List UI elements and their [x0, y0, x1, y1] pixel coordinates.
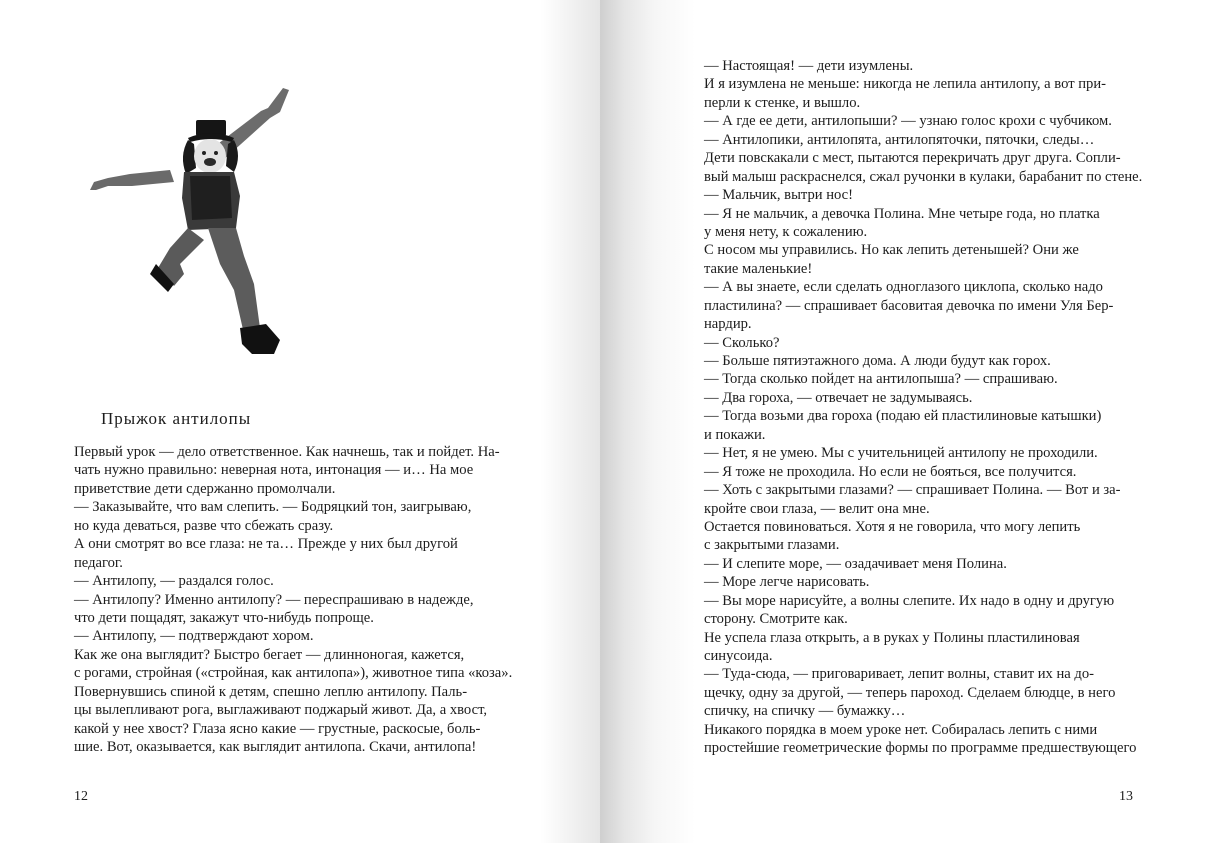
text-line: спичку, на спичку — бумажку… [704, 703, 906, 720]
text-line: приветствие дети сдержанно промолчали. [74, 480, 336, 497]
text-line: — Хоть с закрытыми глазами? — спрашивает Полина. — Вот и за- [704, 482, 1121, 499]
text-line: — Тогда сколько пойдет на антилопыша? — спрашиваю. [704, 371, 1058, 388]
text-line: — И слепите море, — озадачивает меня Полина. [704, 555, 1007, 572]
text-line: — А вы знаете, если сделать одноглазого циклопа, сколько надо [704, 279, 1103, 296]
text-line: простейшие геометрические формы по программе предшествующего [704, 740, 1137, 757]
text-line: перли к стенке, и вышло. [704, 94, 861, 111]
text-line: шие. Вот, оказывается, как выглядит антилопа. Скачи, антилопа! [74, 739, 477, 755]
text-line: — Два гороха, — отвечает не задумываясь. [704, 389, 973, 406]
text-line: — Море легче нарисовать. [704, 574, 870, 591]
right-page-text [704, 57, 1143, 758]
text-line: и покажи. [704, 426, 766, 443]
text-line: Не успела глаза открыть, а в руках у Полины пластилиновая [704, 629, 1080, 646]
text-line: Повернувшись спиной к детям, спешно леплю антилопу. Паль- [74, 683, 468, 700]
text-line: педагог. [74, 554, 123, 571]
text-line: Первый урок — дело ответственное. Как начнешь, так и пойдет. На- [74, 444, 500, 460]
chapter-heading: Прыжок антилопы [101, 409, 252, 428]
jumping-clown-photo [84, 78, 294, 378]
left-page [0, 0, 600, 843]
text-line: — Я тоже не проходила. Но если не бояться, все получится. [704, 463, 1077, 480]
page-number-right: 13 [1119, 789, 1133, 804]
text-line: что дети пощадят, закажут что-нибудь попроще. [74, 609, 374, 626]
text-line: Остается повиноваться. Хотя я не говорила, что могу лепить [704, 518, 1081, 535]
text-line: какой у нее хвост? Глаза ясно какие — грустные, раскосые, боль- [74, 720, 481, 737]
text-line: — Сколько? [704, 334, 780, 351]
text-line: — Вы море нарисуйте, а волны слепите. Их надо в одну и другую [704, 592, 1115, 609]
text-line: такие маленькие! [704, 260, 813, 277]
text-line: — Я не мальчик, а девочка Полина. Мне четыре года, но платка [704, 205, 1100, 222]
text-line: — Заказывайте, что вам слепить. — Бодряцкий тон, заигрываю, [74, 499, 472, 516]
text-line: — Туда-сюда, — приговаривает, лепит волны, ставит их на до- [704, 666, 1095, 683]
text-line: — Антилопу? Именно антилопу? — переспрашиваю в надежде, [74, 591, 474, 608]
gutter-shadow [540, 0, 600, 843]
text-line: — Антилопики, антилопята, антилопяточки, пяточки, следы… [704, 131, 1095, 148]
text-line: цы вылепливают рога, выглаживают поджарый живот. Да, а хвост, [74, 702, 487, 719]
text-line: И я изумлена не меньше: никогда не лепила антилопу, а вот при- [704, 76, 1107, 93]
text-line: С носом мы управились. Но как лепить детенышей? Они же [704, 242, 1079, 259]
text-line: Дети повскакали с мест, пытаются перекричать друг друга. Сопли- [704, 150, 1121, 167]
text-line: с закрытыми глазами. [704, 537, 840, 554]
text-line: Как же она выглядит? Быстро бегает — длинноногая, кажется, [74, 646, 465, 663]
text-line: нардир. [704, 316, 752, 333]
text-line: — Мальчик, вытри нос! [704, 187, 854, 204]
text-line: у меня нету, к сожалению. [704, 223, 868, 240]
text-line: чать нужно правильно: неверная нота, интонация — и… На мое [74, 462, 474, 479]
text-line: с рогами, стройная («стройная, как антилопа»), животное типа «коза». [74, 665, 513, 682]
text-line: — А где ее дети, антилопыши? — узнаю голос крохи с чубчиком. [704, 113, 1112, 130]
text-line: — Антилопу, — подтверждают хором. [74, 628, 314, 645]
text-line: но куда деваться, разве что сбежать сразу. [74, 517, 334, 534]
text-line: сторону. Смотрите как. [704, 611, 848, 628]
text-line: — Нет, я не умею. Мы с учительницей антилопу не проходили. [704, 445, 1098, 462]
left-page-text [74, 443, 513, 756]
page-number-left: 12 [74, 789, 88, 804]
text-line: кройте свои глаза, — велит она мне. [704, 500, 930, 517]
text-line: — Настоящая! — дети изумлены. [704, 58, 914, 74]
text-line: — Больше пятиэтажного дома. А люди будут как горох. [704, 353, 1051, 369]
text-line: — Тогда возьми два гороха (подаю ей пластилиновые катышки) [704, 408, 1102, 425]
text-line: щечку, одну за другой, — теперь пароход. Сделаем блюдце, в него [704, 684, 1116, 701]
text-line: синусоида. [704, 648, 773, 664]
text-line: А они смотрят во все глаза: не та… Прежде у них был другой [74, 536, 458, 553]
text-line: Никакого порядка в моем уроке нет. Собиралась лепить с ними [704, 721, 1098, 738]
text-line: пластилина? — спрашивает басовитая девочка по имени Уля Бер- [704, 297, 1114, 314]
text-line: — Антилопу, — раздался голос. [74, 573, 274, 590]
text-line: вый малыш раскраснелся, сжал ручонки в кулаки, барабанит по стене. [704, 168, 1143, 185]
